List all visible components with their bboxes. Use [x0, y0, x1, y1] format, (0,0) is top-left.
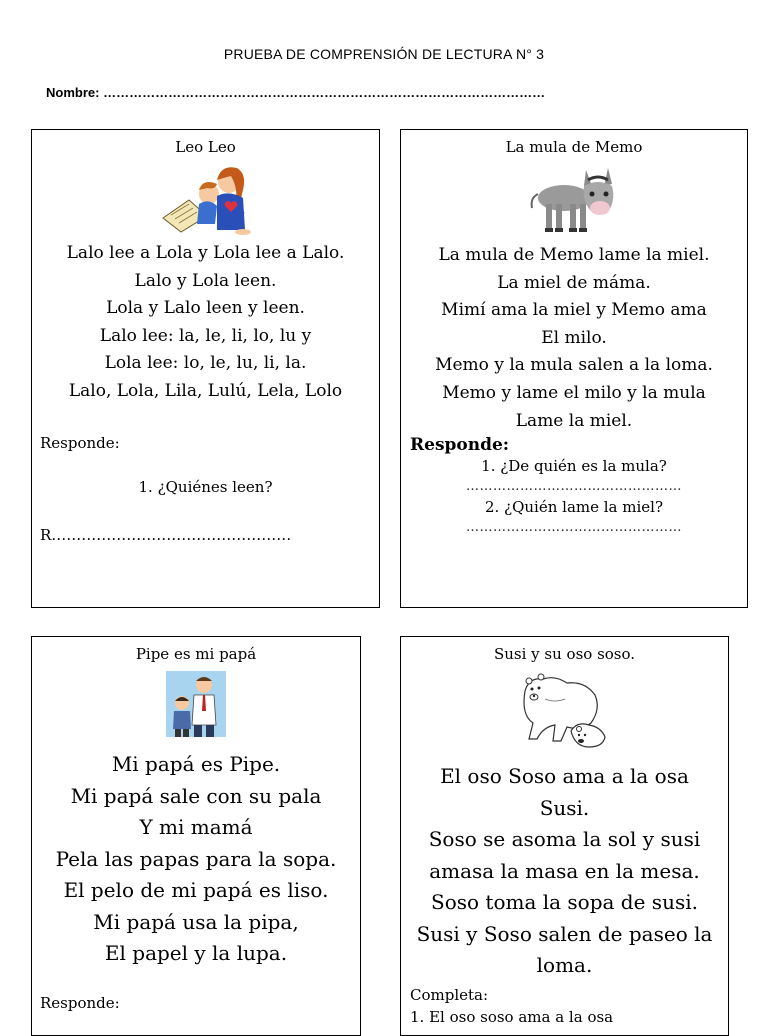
story-line: loma.	[536, 953, 593, 977]
story-text	[32, 749, 360, 970]
answer-line[interactable]: …………………………………………	[466, 520, 682, 536]
story-line: El oso Soso ama a la osa	[440, 764, 689, 788]
donkey-icon	[528, 164, 620, 236]
card-pipe-es-mi-papa	[31, 636, 361, 1036]
name-label: Nombre:	[46, 85, 100, 100]
responde-label: Responde:	[40, 993, 120, 1012]
story-line: Lalo, Lola, Lila, Lulú, Lela, Lolo	[68, 380, 343, 401]
story-line: Soso se asoma la sol y susi	[428, 827, 701, 851]
story-line: Mimí ama la miel y Memo ama	[441, 300, 707, 321]
completa-label: Completa:	[410, 985, 489, 1004]
name-row	[46, 85, 545, 100]
answer-line[interactable]: …………………………………………	[466, 479, 682, 495]
story-line: Y mi mamá	[139, 815, 253, 839]
story-line: El papel y la lupa.	[104, 941, 288, 965]
card-title: Pipe es mi papá	[135, 645, 257, 663]
story-line: La miel de máma.	[497, 272, 651, 293]
story-line: El pelo de mi papá es liso.	[63, 878, 329, 902]
card-title: Leo Leo	[175, 138, 236, 156]
story-line: Susi y Soso salen de paseo la	[416, 921, 713, 946]
card-title: La mula de Memo	[505, 138, 643, 156]
card-la-mula-de-memo	[400, 129, 748, 608]
story-line: Mi papá es Pipe.	[111, 752, 281, 776]
story-line: Memo y la mula salen a la loma.	[435, 355, 713, 376]
children-reading-book-icon	[159, 160, 253, 236]
story-text	[32, 240, 379, 406]
story-line: El milo.	[541, 327, 607, 348]
story-line: Lola y Lalo leen y leen.	[106, 298, 305, 319]
story-line: Mi papá sale con su pala	[70, 783, 322, 808]
answer-line[interactable]: R…………………………………………	[40, 525, 292, 544]
story-line: Mi papá usa la pipa,	[93, 909, 299, 934]
card-leo-leo	[31, 129, 380, 608]
story-line: Lalo y Lola leen.	[134, 270, 277, 291]
story-line: Lola lee: lo, le, lu, li, la.	[104, 353, 307, 374]
story-line: Lalo lee: la, le, li, lo, lu y	[99, 325, 312, 346]
story-text	[401, 242, 747, 435]
question: 1. ¿Quiénes leen?	[138, 477, 273, 496]
story-line: La mula de Memo lame la miel.	[438, 245, 710, 265]
question: 1. ¿De quién es la mula?	[481, 457, 667, 476]
story-line: Susi.	[539, 795, 590, 820]
story-line: Lame la miel.	[515, 410, 633, 431]
responde-label: Responde:	[410, 435, 510, 456]
page-title: PRUEBA DE COMPRENSIÓN DE LECTURA N° 3	[223, 46, 545, 62]
question: 2. ¿Quién lame la miel?	[484, 498, 664, 517]
story-line: Pela las papas para la sopa.	[55, 846, 337, 871]
responde-label: Responde:	[40, 433, 120, 452]
name-line: …………………………………………………………………………………………	[103, 85, 546, 100]
father-and-son-icon	[166, 671, 226, 737]
story-line: Soso toma la sopa de susi.	[431, 890, 698, 914]
story-line: Memo y lame el milo y la mula	[442, 382, 706, 403]
story-line: amasa la masa en la mesa.	[429, 858, 700, 883]
bears-icon	[515, 669, 615, 753]
story-line: Lalo lee a Lola y Lola lee a Lalo.	[66, 243, 345, 263]
completa-item: 1. El oso soso ama a la osa	[410, 1007, 614, 1026]
card-susi-y-su-oso-soso	[400, 636, 729, 1036]
story-text	[401, 761, 728, 982]
card-title: Susi y su oso soso.	[493, 645, 636, 663]
